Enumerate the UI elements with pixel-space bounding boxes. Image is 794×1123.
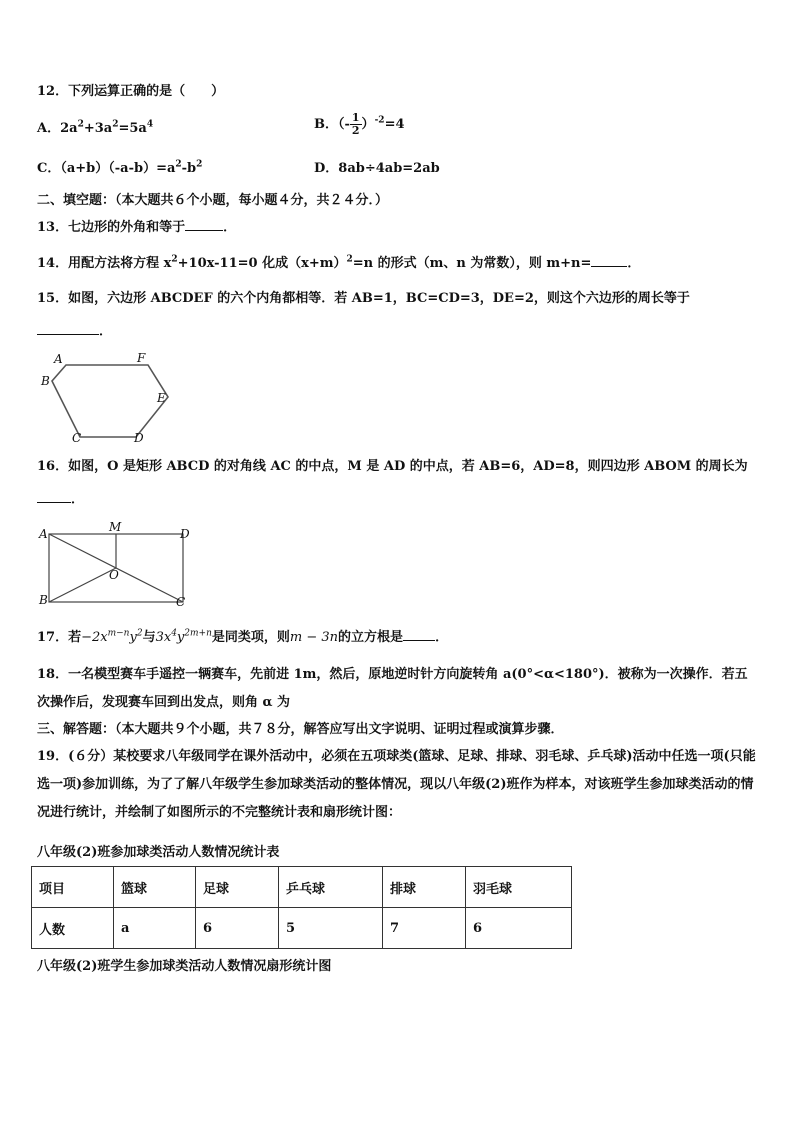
table-cell: 5 — [279, 908, 383, 949]
table-header-cell: 项目 — [32, 867, 114, 908]
stats-table — [31, 866, 572, 949]
section-2-heading: 二、填空题：（本大题共６个小题，每小题４分，共２４分．） — [37, 193, 389, 208]
table-header-cell: 羽毛球 — [466, 867, 572, 908]
rectangle-figure — [34, 518, 194, 610]
hexagon-label-d: D — [134, 431, 144, 445]
q12-option-a: A．$2a^2+3a^2=5a^4$ — [37, 119, 154, 136]
table-cell: 6 — [196, 908, 279, 949]
q14: 14．用配方法将方程 $x^2+10x-11=0$ 化成$(x+m)^2=n$ 的形式（m、n 为常数），则 m+n= ． — [37, 254, 641, 271]
q12-option-b: B．（- $\frac{1}{2}$ ）$^{-2}$=4 — [314, 111, 405, 137]
table-header-row — [32, 867, 572, 908]
rect-label-a: A — [39, 527, 48, 541]
q15-text: 15．如图，六边形 ABCDEF 的六个内角都相等．若 AB=1，BC=CD=3，DE=2，则这个六边形的周长等于 — [37, 291, 690, 306]
table-header-cell: 排球 — [383, 867, 466, 908]
table-cell: a — [114, 908, 196, 949]
q12-option-c: C．$(a+b)(-a-b)=a^2-b^2$ — [37, 159, 203, 176]
hexagon-label-f: F — [137, 351, 146, 365]
table-header-cell: 乒乓球 — [279, 867, 383, 908]
table-caption: 八年级(2)班参加球类活动人数情况统计表 — [37, 845, 280, 860]
hexagon-label-e: E — [157, 391, 166, 405]
table-header-cell: 篮球 — [114, 867, 196, 908]
rect-label-o: O — [109, 568, 119, 582]
table-header-cell: 足球 — [196, 867, 279, 908]
hexagon-label-c: C — [72, 431, 82, 445]
table-row — [32, 908, 572, 949]
q18-text: 18．一名模型赛车手遥控一辆赛车，先前进 1m，然后，原地逆时针方向旋转角 a(0°<α<180°)．被称为一次操作．若五次操作后，发现赛车回到出发点，则角 α 为 — [37, 667, 748, 710]
q12-stem: 12．下列运算正确的是（ ） — [37, 84, 225, 99]
q15-answer-blank: ． — [37, 322, 112, 341]
section-3-heading: 三、解答题：（本大题共９个小题，共７８分，解答应写出文字说明、证明过程或演算步骤． — [37, 722, 564, 737]
hexagon-figure — [40, 348, 180, 448]
table-cell: 6 — [466, 908, 572, 949]
q16-text: 16．如图，O 是矩形 ABCD 的对角线 AC 的中点，M 是 AD 的中点，若 AB=6，AD=8，则四边形 ABOM 的周长为 — [37, 459, 748, 474]
table-cell: 7 — [383, 908, 466, 949]
segment-bo — [49, 568, 116, 602]
hexagon-shape — [52, 365, 168, 437]
table-cell: 人数 — [32, 908, 114, 949]
q13: 13．七边形的外角和等于 ． — [37, 220, 237, 235]
rect-label-b: B — [39, 593, 48, 607]
hexagon-label-a: A — [54, 352, 63, 366]
hexagon-label-b: B — [41, 374, 50, 388]
q16-answer-blank: ． — [37, 490, 84, 509]
q12-option-d: D．8ab÷4ab=2ab — [314, 161, 440, 176]
q17: 17．若$-2x^{m-n}y^2$与$3x^4y^{2m+n}$是同类项，则m − 3n的立方根是 ． — [37, 628, 449, 645]
rect-label-m: M — [109, 520, 122, 534]
pie-chart-caption: 八年级(2)班学生参加球类活动人数情况扇形统计图 — [37, 959, 332, 974]
rect-label-c: C — [176, 595, 186, 609]
rect-label-d: D — [180, 527, 190, 541]
q19-text: 19．(６分）某校要求八年级同学在课外活动中，必须在五项球类(篮球、足球、排球、羽毛球、乒乓球)活动中任选一项(只能选一项)参加训练，为了了解八年级学生参加球类活动的整体情况，现以八年级(2)班作为样本，对该班学生参加球类活动的情况进行统计，并绘制了如图所示的不完整统计表和扇形统计图： — [37, 749, 756, 820]
